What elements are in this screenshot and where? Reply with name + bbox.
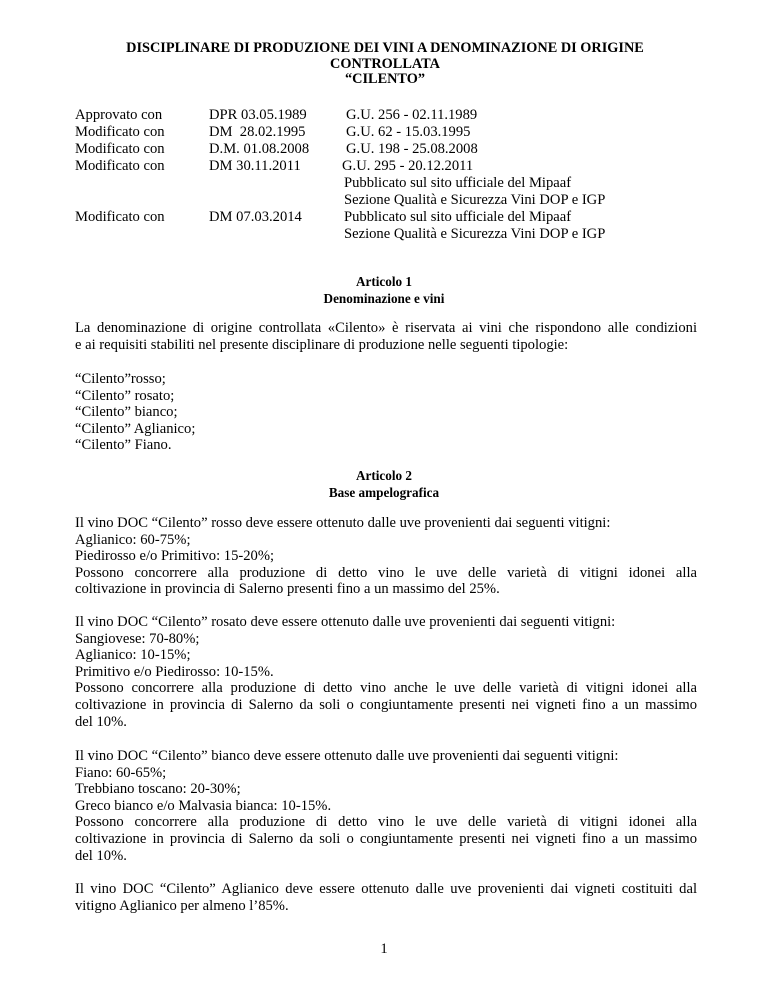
- approval-note: [0, 226, 768, 242]
- paragraph-line: coltivazione in provincia di Salerno da soli o congiuntamente presenti nei vigneti fino a un massimo: [75, 696, 697, 713]
- approval-decree: DM 07.03.2014: [209, 209, 302, 225]
- approval-label: Approvato con: [75, 107, 163, 123]
- paragraph-line: Possono concorrere alla produzione di detto vino le uve delle varietà di vitigni idonei alla: [75, 814, 697, 831]
- paragraph-line: coltivazione in provincia di Salerno da soli o congiuntamente presenti nei vigneti fino a un massimo: [75, 830, 697, 847]
- list-item: “Cilento” rosato;: [75, 387, 175, 404]
- article-1-subtitle: Denominazione e vini: [323, 291, 445, 306]
- approval-label: Modificato con: [75, 209, 165, 225]
- approval-note: [0, 192, 768, 208]
- paragraph-line: Aglianico: 10-15%;: [75, 647, 191, 664]
- article-2-title: Articolo 2: [355, 468, 413, 483]
- paragraph-line: del 10%.: [75, 713, 127, 730]
- approval-row: [0, 107, 768, 123]
- rosso-paragraph: [75, 515, 697, 598]
- bianco-paragraph: [75, 748, 697, 864]
- paragraph-line: Piedirosso e/o Primitivo: 15-20%;: [75, 548, 275, 565]
- paragraph-line: Possono concorrere alla produzione di detto vino anche le uve delle varietà di vitigni idonei alla: [75, 680, 697, 697]
- approval-label: Modificato con: [75, 124, 165, 140]
- title-line-1: DISCIPLINARE DI PRODUZIONE DEI VINI A DENOMINAZIONE DI ORIGINE: [126, 40, 644, 56]
- rosato-paragraph: [75, 614, 697, 730]
- approval-decree: DPR 03.05.1989: [209, 107, 307, 123]
- publication-note-line-2: Sezione Qualità e Sicurezza Vini DOP e IGP: [344, 226, 606, 242]
- approval-label: Modificato con: [75, 158, 165, 174]
- approval-gazette: G.U. 256 - 02.11.1989: [346, 107, 478, 123]
- article-2-subtitle: Base ampelografica: [328, 485, 440, 500]
- paragraph-line: del 10%.: [75, 847, 127, 864]
- publication-note-line-2: Sezione Qualità e Sicurezza Vini DOP e IGP: [344, 192, 606, 208]
- approval-decree: D.M. 01.08.2008: [209, 141, 310, 157]
- publication-note-line-1: Pubblicato sul sito ufficiale del Mipaaf: [344, 209, 572, 225]
- approval-row: [0, 124, 768, 140]
- paragraph-line: Fiano: 60-65%;: [75, 764, 167, 781]
- paragraph-line: Il vino DOC “Cilento” bianco deve essere ottenuto dalle uve provenienti dai seguenti vitigni:: [75, 748, 619, 764]
- paragraph-line: Primitivo e/o Piedirosso: 10-15%.: [75, 663, 274, 680]
- paragraph-line: Il vino DOC “Cilento” rosato deve essere ottenuto dalle uve provenienti dai seguenti vitigni:: [75, 614, 616, 630]
- list-item: “Cilento” Fiano.: [75, 437, 172, 454]
- article-1-heading: [0, 273, 768, 307]
- paragraph-line: Greco bianco e/o Malvasia bianca: 10-15%.: [75, 797, 332, 814]
- approval-label: Modificato con: [75, 141, 165, 157]
- approval-gazette: G.U. 62 - 15.03.1995: [346, 124, 471, 140]
- paragraph-line: La denominazione di origine controllata «Cilento» è riservata ai vini che rispondono alle condizioni: [75, 320, 697, 336]
- approval-row: [0, 141, 768, 157]
- article-1-title: Articolo 1: [355, 274, 413, 289]
- title-line-3: “CILENTO”: [345, 71, 425, 88]
- paragraph-line: coltivazione in provincia di Salerno presenti fino a un massimo del 25%.: [75, 581, 500, 598]
- approval-gazette: G.U. 295 - 20.12.2011: [342, 158, 474, 174]
- paragraph-line: e ai requisiti stabiliti nel presente disciplinare di produzione nelle seguenti tipologie:: [75, 336, 569, 353]
- list-item: “Cilento” bianco;: [75, 404, 178, 421]
- list-item: “Cilento”rosso;: [75, 371, 166, 387]
- title-line-2: CONTROLLATA: [330, 55, 440, 72]
- paragraph-line: Aglianico: 60-75%;: [75, 531, 191, 548]
- list-item: “Cilento” Aglianico;: [75, 420, 196, 437]
- page-number: 1: [380, 941, 388, 957]
- approval-note: [0, 175, 768, 191]
- approval-gazette: G.U. 198 - 25.08.2008: [346, 141, 478, 157]
- paragraph-line: Trebbiano toscano: 20-30%;: [75, 781, 241, 798]
- approval-row: [0, 158, 768, 174]
- approval-row: [0, 209, 768, 225]
- publication-note-line-1: Pubblicato sul sito ufficiale del Mipaaf: [344, 175, 572, 191]
- paragraph-line: vitigno Aglianico per almeno l’85%.: [75, 897, 289, 914]
- paragraph-line: Il vino DOC “Cilento” Aglianico deve essere ottenuto dalle uve provenienti dai vigneti costituiti dal: [75, 881, 697, 897]
- wine-types-list: [75, 371, 697, 454]
- document-title: [90, 41, 680, 88]
- article-1-intro: [75, 320, 697, 353]
- paragraph-line: Sangiovese: 70-80%;: [75, 630, 200, 647]
- approval-decree: DM 28.02.1995: [209, 124, 306, 140]
- paragraph-line: Il vino DOC “Cilento” rosso deve essere ottenuto dalle uve provenienti dai seguenti vitigni:: [75, 515, 611, 531]
- article-2-heading: [0, 467, 768, 501]
- paragraph-line: Possono concorrere alla produzione di detto vino le uve delle varietà di vitigni idonei alla: [75, 564, 697, 581]
- aglianico-paragraph: [75, 881, 697, 914]
- approval-decree: DM 30.11.2011: [209, 158, 301, 174]
